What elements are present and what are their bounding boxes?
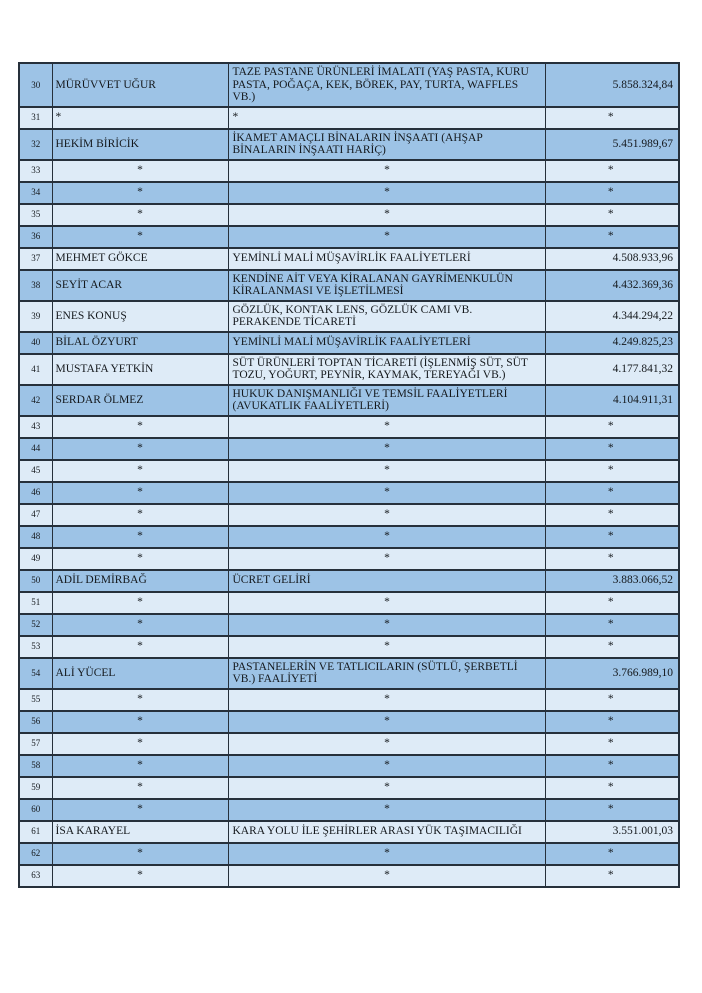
activity-cell: * xyxy=(228,548,545,570)
table-row xyxy=(19,107,679,129)
table-row xyxy=(19,504,679,526)
amount-cell: * xyxy=(545,755,679,777)
row-number-cell: 41 xyxy=(19,354,52,385)
row-number-cell: 51 xyxy=(19,592,52,614)
activity-cell: * xyxy=(228,636,545,658)
amount-cell: * xyxy=(545,204,679,226)
table-row xyxy=(19,777,679,799)
row-number-cell: 55 xyxy=(19,689,52,711)
row-number-cell: 48 xyxy=(19,526,52,548)
row-number-cell: 39 xyxy=(19,301,52,332)
activity-cell: * xyxy=(228,160,545,182)
name-cell: SERDAR ÖLMEZ xyxy=(52,385,228,416)
table-row xyxy=(19,482,679,504)
activity-cell: * xyxy=(228,777,545,799)
activity-cell: * xyxy=(228,226,545,248)
amount-cell: * xyxy=(545,592,679,614)
table-row xyxy=(19,843,679,865)
row-number-cell: 43 xyxy=(19,416,52,438)
row-number-cell: 40 xyxy=(19,332,52,354)
row-number-cell: 62 xyxy=(19,843,52,865)
amount-cell: 3.766.989,10 xyxy=(545,658,679,689)
row-number-cell: 31 xyxy=(19,107,52,129)
amount-cell: * xyxy=(545,107,679,129)
table-row xyxy=(19,226,679,248)
row-number-cell: 54 xyxy=(19,658,52,689)
table-row xyxy=(19,755,679,777)
name-cell: * xyxy=(52,548,228,570)
table-row xyxy=(19,301,679,332)
activity-cell: SÜT ÜRÜNLERİ TOPTAN TİCARETİ (İŞLENMİŞ SÜT, SÜT TOZU, YOĞURT, PEYNİR, KAYMAK, TEREYAĞI VB.) xyxy=(228,354,545,385)
amount-cell: 5.858.324,84 xyxy=(545,63,679,107)
activity-cell: * xyxy=(228,843,545,865)
name-cell: MÜRÜVVET UĞUR xyxy=(52,63,228,107)
row-number-cell: 63 xyxy=(19,865,52,887)
row-number-cell: 61 xyxy=(19,821,52,843)
amount-cell: 3.551.001,03 xyxy=(545,821,679,843)
name-cell: İSA KARAYEL xyxy=(52,821,228,843)
amount-cell: * xyxy=(545,843,679,865)
name-cell: * xyxy=(52,438,228,460)
amount-cell: 4.344.294,22 xyxy=(545,301,679,332)
amount-cell: * xyxy=(545,416,679,438)
activity-cell: * xyxy=(228,755,545,777)
activity-cell: KENDİNE AİT VEYA KİRALANAN GAYRİMENKULÜN KİRALANMASI VE İŞLETİLMESİ xyxy=(228,270,545,301)
amount-cell: * xyxy=(545,636,679,658)
row-number-cell: 32 xyxy=(19,129,52,160)
table-row xyxy=(19,526,679,548)
table-row xyxy=(19,614,679,636)
name-cell: * xyxy=(52,182,228,204)
amount-cell: * xyxy=(545,777,679,799)
name-cell: BİLAL ÖZYURT xyxy=(52,332,228,354)
amount-cell: * xyxy=(545,689,679,711)
table-row xyxy=(19,658,679,689)
table-row xyxy=(19,63,679,107)
table-row xyxy=(19,332,679,354)
row-number-cell: 49 xyxy=(19,548,52,570)
name-cell: SEYİT ACAR xyxy=(52,270,228,301)
table-row xyxy=(19,592,679,614)
row-number-cell: 45 xyxy=(19,460,52,482)
name-cell: * xyxy=(52,843,228,865)
row-number-cell: 33 xyxy=(19,160,52,182)
activity-cell: * xyxy=(228,460,545,482)
table-row xyxy=(19,182,679,204)
name-cell: * xyxy=(52,592,228,614)
name-cell: ADİL DEMİRBAĞ xyxy=(52,570,228,592)
activity-cell: * xyxy=(228,711,545,733)
amount-cell: * xyxy=(545,460,679,482)
amount-cell: * xyxy=(545,548,679,570)
name-cell: MEHMET GÖKCE xyxy=(52,248,228,270)
activity-cell: * xyxy=(228,107,545,129)
row-number-cell: 36 xyxy=(19,226,52,248)
name-cell: * xyxy=(52,526,228,548)
name-cell: * xyxy=(52,636,228,658)
amount-cell: 4.104.911,31 xyxy=(545,385,679,416)
amount-cell: 4.508.933,96 xyxy=(545,248,679,270)
activity-cell: * xyxy=(228,865,545,887)
amount-cell: * xyxy=(545,733,679,755)
row-number-cell: 35 xyxy=(19,204,52,226)
row-number-cell: 52 xyxy=(19,614,52,636)
name-cell: * xyxy=(52,865,228,887)
row-number-cell: 47 xyxy=(19,504,52,526)
name-cell: * xyxy=(52,733,228,755)
amount-cell: 4.432.369,36 xyxy=(545,270,679,301)
name-cell: ENES KONUŞ xyxy=(52,301,228,332)
name-cell: HEKİM BİRİCİK xyxy=(52,129,228,160)
activity-cell: * xyxy=(228,438,545,460)
row-number-cell: 38 xyxy=(19,270,52,301)
amount-cell: * xyxy=(545,614,679,636)
name-cell: ALİ YÜCEL xyxy=(52,658,228,689)
taxpayer-ranking-table xyxy=(18,62,680,888)
activity-cell: * xyxy=(228,204,545,226)
activity-cell: * xyxy=(228,733,545,755)
table-row xyxy=(19,636,679,658)
table-row xyxy=(19,570,679,592)
name-cell: MUSTAFA YETKİN xyxy=(52,354,228,385)
activity-cell: İKAMET AMAÇLI BİNALARIN İNŞAATI (AHŞAP BİNALARIN İNŞAATI HARİÇ) xyxy=(228,129,545,160)
name-cell: * xyxy=(52,226,228,248)
row-number-cell: 53 xyxy=(19,636,52,658)
row-number-cell: 42 xyxy=(19,385,52,416)
name-cell: * xyxy=(52,711,228,733)
name-cell: * xyxy=(52,107,228,129)
activity-cell: * xyxy=(228,689,545,711)
activity-cell: PASTANELERİN VE TATLICILARIN (SÜTLÜ, ŞERBETLİ VB.) FAALİYETİ xyxy=(228,658,545,689)
name-cell: * xyxy=(52,614,228,636)
row-number-cell: 60 xyxy=(19,799,52,821)
name-cell: * xyxy=(52,482,228,504)
table-row xyxy=(19,865,679,887)
row-number-cell: 56 xyxy=(19,711,52,733)
table-row xyxy=(19,416,679,438)
activity-cell: * xyxy=(228,526,545,548)
amount-cell: * xyxy=(545,799,679,821)
amount-cell: * xyxy=(545,711,679,733)
row-number-cell: 37 xyxy=(19,248,52,270)
row-number-cell: 50 xyxy=(19,570,52,592)
row-number-cell: 46 xyxy=(19,482,52,504)
activity-cell: * xyxy=(228,614,545,636)
table-row xyxy=(19,248,679,270)
amount-cell: * xyxy=(545,482,679,504)
name-cell: * xyxy=(52,460,228,482)
amount-cell: * xyxy=(545,160,679,182)
activity-cell: KARA YOLU İLE ŞEHİRLER ARASI YÜK TAŞIMACILIĞI xyxy=(228,821,545,843)
activity-cell: YEMİNLİ MALİ MÜŞAVİRLİK FAALİYETLERİ xyxy=(228,248,545,270)
table-row xyxy=(19,385,679,416)
table-row xyxy=(19,460,679,482)
table-row xyxy=(19,733,679,755)
amount-cell: 3.883.066,52 xyxy=(545,570,679,592)
activity-cell: YEMİNLİ MALİ MÜŞAVİRLİK FAALİYETLERİ xyxy=(228,332,545,354)
table-row xyxy=(19,799,679,821)
activity-cell: * xyxy=(228,592,545,614)
amount-cell: * xyxy=(545,865,679,887)
activity-cell: GÖZLÜK, KONTAK LENS, GÖZLÜK CAMI VB. PERAKENDE TİCARETİ xyxy=(228,301,545,332)
table-row xyxy=(19,354,679,385)
row-number-cell: 59 xyxy=(19,777,52,799)
name-cell: * xyxy=(52,416,228,438)
amount-cell: * xyxy=(545,182,679,204)
amount-cell: 5.451.989,67 xyxy=(545,129,679,160)
amount-cell: 4.177.841,32 xyxy=(545,354,679,385)
table-row xyxy=(19,689,679,711)
name-cell: * xyxy=(52,204,228,226)
activity-cell: * xyxy=(228,799,545,821)
name-cell: * xyxy=(52,755,228,777)
amount-cell: * xyxy=(545,504,679,526)
table-row xyxy=(19,270,679,301)
activity-cell: TAZE PASTANE ÜRÜNLERİ İMALATI (YAŞ PASTA, KURU PASTA, POĞAÇA, KEK, BÖREK, PAY, TURTA, WAFFLES VB.) xyxy=(228,63,545,107)
row-number-cell: 44 xyxy=(19,438,52,460)
amount-cell: * xyxy=(545,526,679,548)
taxpayer-ranking-table-body xyxy=(19,63,679,887)
row-number-cell: 57 xyxy=(19,733,52,755)
table-row xyxy=(19,129,679,160)
name-cell: * xyxy=(52,160,228,182)
activity-cell: * xyxy=(228,416,545,438)
activity-cell: ÜCRET GELİRİ xyxy=(228,570,545,592)
name-cell: * xyxy=(52,504,228,526)
activity-cell: HUKUK DANIŞMANLIĞI VE TEMSİL FAALİYETLERİ (AVUKATLIK FAALİYETLERİ) xyxy=(228,385,545,416)
activity-cell: * xyxy=(228,482,545,504)
name-cell: * xyxy=(52,689,228,711)
table-row xyxy=(19,160,679,182)
table-row xyxy=(19,548,679,570)
table-row xyxy=(19,204,679,226)
table-row xyxy=(19,711,679,733)
amount-cell: * xyxy=(545,438,679,460)
activity-cell: * xyxy=(228,182,545,204)
table-row xyxy=(19,438,679,460)
amount-cell: 4.249.825,23 xyxy=(545,332,679,354)
name-cell: * xyxy=(52,777,228,799)
activity-cell: * xyxy=(228,504,545,526)
row-number-cell: 34 xyxy=(19,182,52,204)
row-number-cell: 30 xyxy=(19,63,52,107)
name-cell: * xyxy=(52,799,228,821)
amount-cell: * xyxy=(545,226,679,248)
table-row xyxy=(19,821,679,843)
row-number-cell: 58 xyxy=(19,755,52,777)
